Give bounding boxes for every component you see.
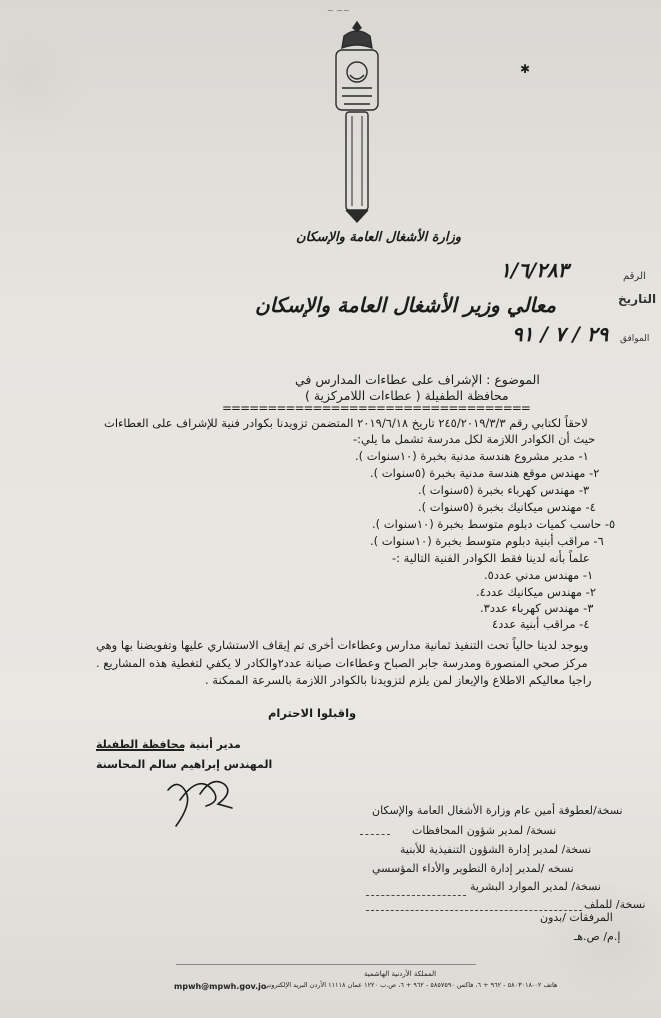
subject-separator: ================================== [222,401,530,415]
copy-line: نسخة/ للملف [584,898,646,911]
signer-title-underline [96,749,184,751]
available-intro: علماً بأنه لدينا فقط الكوادر الفنية التالية :- [392,551,590,565]
copy-line: نسخة/ لمدير الموارد البشرية [470,880,601,893]
ministry-name: وزارة الأشغال العامة والإسكان [296,230,462,245]
corner-mark: ✱ [520,62,531,76]
paragraph-1: ويوجد لدينا حالياً تحت التنفيذ ثمانية مدارس وعطاءات أخرى تم إيقاف الاستشاري عليها وتفويضنا بها وهي [96,638,589,652]
signer-title: مدير أبنية محافظة الطفيلة [96,738,241,751]
signer-name: المهندس إبراهيم سالم المحاسنة [96,758,273,771]
copy-line: نسخة/لعطوفة أمين عام وزارة الأشغال العامة والإسكان [372,804,623,817]
addressee-title: معالي وزير الأشغال العامة والإسكان [255,293,557,317]
required-item: ٥- حاسب كميات دبلوم متوسط بخبرة (١٠سنوات ). [372,517,616,531]
intro-line-1: لاحقاً لكتابي رقم ٢٤٥/٢٠١٩/٣/٣ تاريخ ٢٠١٩/٦/١٨ المتضمن تزويدنا بكوادر فنية للإشراف على العطاءات [104,416,588,430]
footer-rule [176,964,476,965]
copy-line: نسخه /لمدير إدارة التطوير والأداء المؤسسي [372,862,574,875]
hijri-value: ٢٩ / ٧ / ٩١ [512,322,609,346]
ref-label: الرقم [623,271,646,282]
required-item: ٢- مهندس موقع هندسة مدنية بخبرة (٥سنوات ). [370,466,600,480]
copy-dash [360,834,390,835]
hijri-label: الموافق [620,334,650,344]
required-item: ٣- مهندس كهرباء بخبرة (٥سنوات ). [418,483,590,497]
footer-contact: هاتف ٠٢-٥٨٠٣٠١٨ - ٩٦٢ + ٦، فاكس ٥٨٥٧٥٩٠ - ٩٦٢ + ٦، ص.ب ١٢٢٠ عمان ١١١١٨ الأردن البريد الإلكتروني [264,981,558,989]
initials-line: إ.م/ ص.هـ [574,930,621,943]
required-item: ٤- مهندس ميكانيك بخبرة (٥سنوات ). [418,500,596,514]
paragraph-2: مركز صحي المنصورة ومدرسة جابر الصباح وعطاءات صيانة عدد٢والكادر لا يكفي لتغطية هذه المشاريع . [96,656,588,670]
emblem-top-mark: ~ ~~ [327,6,350,15]
intro-line-2: حيث أن الكوادر اللازمة لكل مدرسة تشمل ما يلي:- [353,432,596,446]
available-item: ١- مهندس مدني عدد٥. [484,568,594,582]
subject-line-2: محافظة الطفيلة ( عطاءات اللامركزية ) [305,388,509,403]
required-item: ٦- مراقب أبنية دبلوم متوسط بخبرة (١٠سنوات ). [370,534,604,548]
paper-stain [0,20,90,140]
available-item: ٣- مهندس كهرباء عدد٣. [480,601,594,615]
date-label: التاريخ [618,292,657,306]
ref-value: ١/٦/٢٨٣ [500,258,569,282]
copy-line: نسخة/ لمدير شؤون المحافظات [412,824,557,837]
available-item: ٤- مراقب أبنية عدد٤ [492,617,590,631]
footer-email[interactable]: mpwh@mpwh.gov.jo [174,982,267,991]
required-item: ١- مدير مشروع هندسة مدنية بخبرة (١٠سنوات ). [355,449,589,463]
closing-text: واقبلوا الاحترام [268,706,357,720]
copy-line: نسخة/ لمدير إدارة الشؤون التنفيذية للأبنية [400,843,592,856]
paragraph-3: راجيا معاليكم الاطلاع والإيعاز لمن يلزم لتزويدنا بالكوادر اللازمة بالسرعة الممكنة . [205,673,592,687]
handwritten-signature-icon [160,770,240,830]
attachments-line: المرفقات /بدون [540,911,613,924]
footer-kingdom: المملكة الأردنية الهاشمية [364,970,437,978]
subject-line-1: الموضوع : الإشراف على عطاءات المدارس في [295,372,540,387]
ministry-emblem-icon [330,20,384,225]
copy-dash [366,895,466,896]
available-item: ٢- مهندس ميكانيك عدد٤. [476,585,597,599]
